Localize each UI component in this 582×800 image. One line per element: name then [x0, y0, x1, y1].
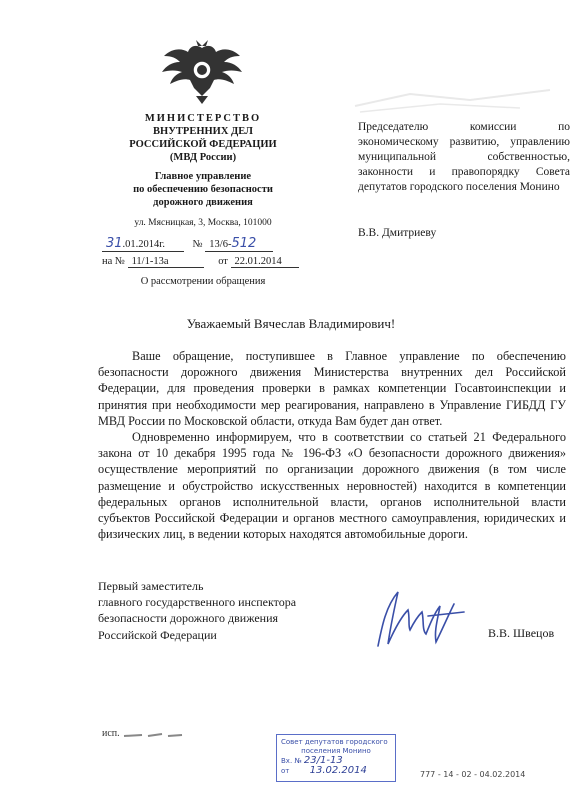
department-name [110, 170, 296, 209]
reply-to-number: 11/1-13а [128, 256, 204, 268]
recipient-title: Председателю комиссии по экономическому развитию, управлению муниципальной собственностью, законности и правопорядку Совета депутатов городского поселения Монино [358, 121, 570, 193]
executor-obscured-text [122, 728, 192, 740]
outgoing-date [102, 236, 184, 252]
reply-to-label: на № [102, 256, 125, 267]
incoming-registration-stamp [276, 734, 396, 782]
stamp-date-row [281, 766, 391, 776]
dept-line-1: Главное управление [154, 171, 252, 182]
number-label: № [192, 239, 203, 250]
stamp-date-label: от [281, 767, 290, 775]
signatory-line-2: главного государственного инспектора [98, 595, 297, 610]
sender-address: ул. Мясницкая, 3, Москва, 101000 [134, 218, 272, 228]
date-printed: .01.2014г. [122, 239, 166, 250]
ministry-line-3: РОССИЙСКОЙ ФЕДЕРАЦИИ [129, 139, 277, 150]
letter-subject: О рассмотрении обращения [140, 276, 266, 287]
ministry-line-1: МИНИСТЕРСТВО [144, 113, 262, 124]
stamp-in-value: 23/1-13 [303, 755, 343, 766]
handwritten-signature [368, 586, 468, 656]
greeting: Уважаемый Вячеслав Владимирович! [186, 316, 396, 331]
eagle-emblem-icon [160, 38, 244, 106]
ministry-line-4: (МВД России) [169, 152, 237, 163]
body-paragraph: Ваше обращение, поступившее в Главное управление по обеспечению безопасности дорожного движения Министерства внутренних дел Российской Федерации, для проведения проверки в рамках компетенции Госавтоинспекции и принятия при необходимости мер реагирования, направлено в Управление ГИБДД ГУ МВД России по Московской области, откуда Вам будет дан ответ. [98, 349, 566, 428]
dept-line-3: дорожного движения [153, 197, 253, 208]
signatory-line-1: Первый заместитель [98, 579, 204, 593]
dept-line-2: по обеспечению безопасности [133, 184, 273, 195]
recipient-name: В.В. Дмитриеву [358, 227, 437, 239]
stamp-date-value: 13.02.2014 [309, 765, 367, 776]
stamp-org-line-2: поселения Монино [301, 747, 371, 755]
ministry-name [110, 112, 296, 164]
reply-from-label: от [218, 256, 228, 267]
body-paragraph: Одновременно информируем, что в соответствии со статьей 21 Федерального закона от 10 декабря 1995 года № 196-ФЗ «О безопасности дорожного движения» осуществление мероприятий по организации дорожного движения (в том числе размещение и обустройство искусственных неровностей) находится в компетенции федеральных органов исполнительной власти, органов исполнительной власти субъектов Российской Федерации и органов местного самоуправления, юридических и физических лиц, в ведении которых находятся автомобильные дороги. [98, 430, 566, 542]
number-handwritten: 512 [231, 236, 257, 251]
registration-date-row [102, 236, 273, 252]
document-code: 777 - 14 - 02 - 04.02.2014 [420, 770, 526, 779]
stamp-in-label: Вх. № [281, 757, 302, 765]
signatory-title [98, 578, 358, 643]
outgoing-number [205, 236, 273, 252]
stamp-org-line-1: Совет депутатов городского [281, 738, 388, 746]
number-printed: 13/6- [209, 239, 232, 250]
letter-body [98, 348, 566, 542]
reply-reference-row [102, 256, 299, 268]
ministry-line-2: ВНУТРЕННИХ ДЕЛ [153, 126, 253, 137]
signatory-line-3: безопасности дорожного движения [98, 611, 279, 626]
bleed-through-marks [350, 86, 560, 116]
date-handwritten: 31 [106, 236, 123, 251]
executor-label: исп. [102, 728, 120, 739]
reply-from-date: 22.01.2014 [231, 256, 299, 268]
signatory-name: В.В. Швецов [488, 626, 555, 640]
signatory-line-4: Российской Федерации [98, 627, 217, 642]
